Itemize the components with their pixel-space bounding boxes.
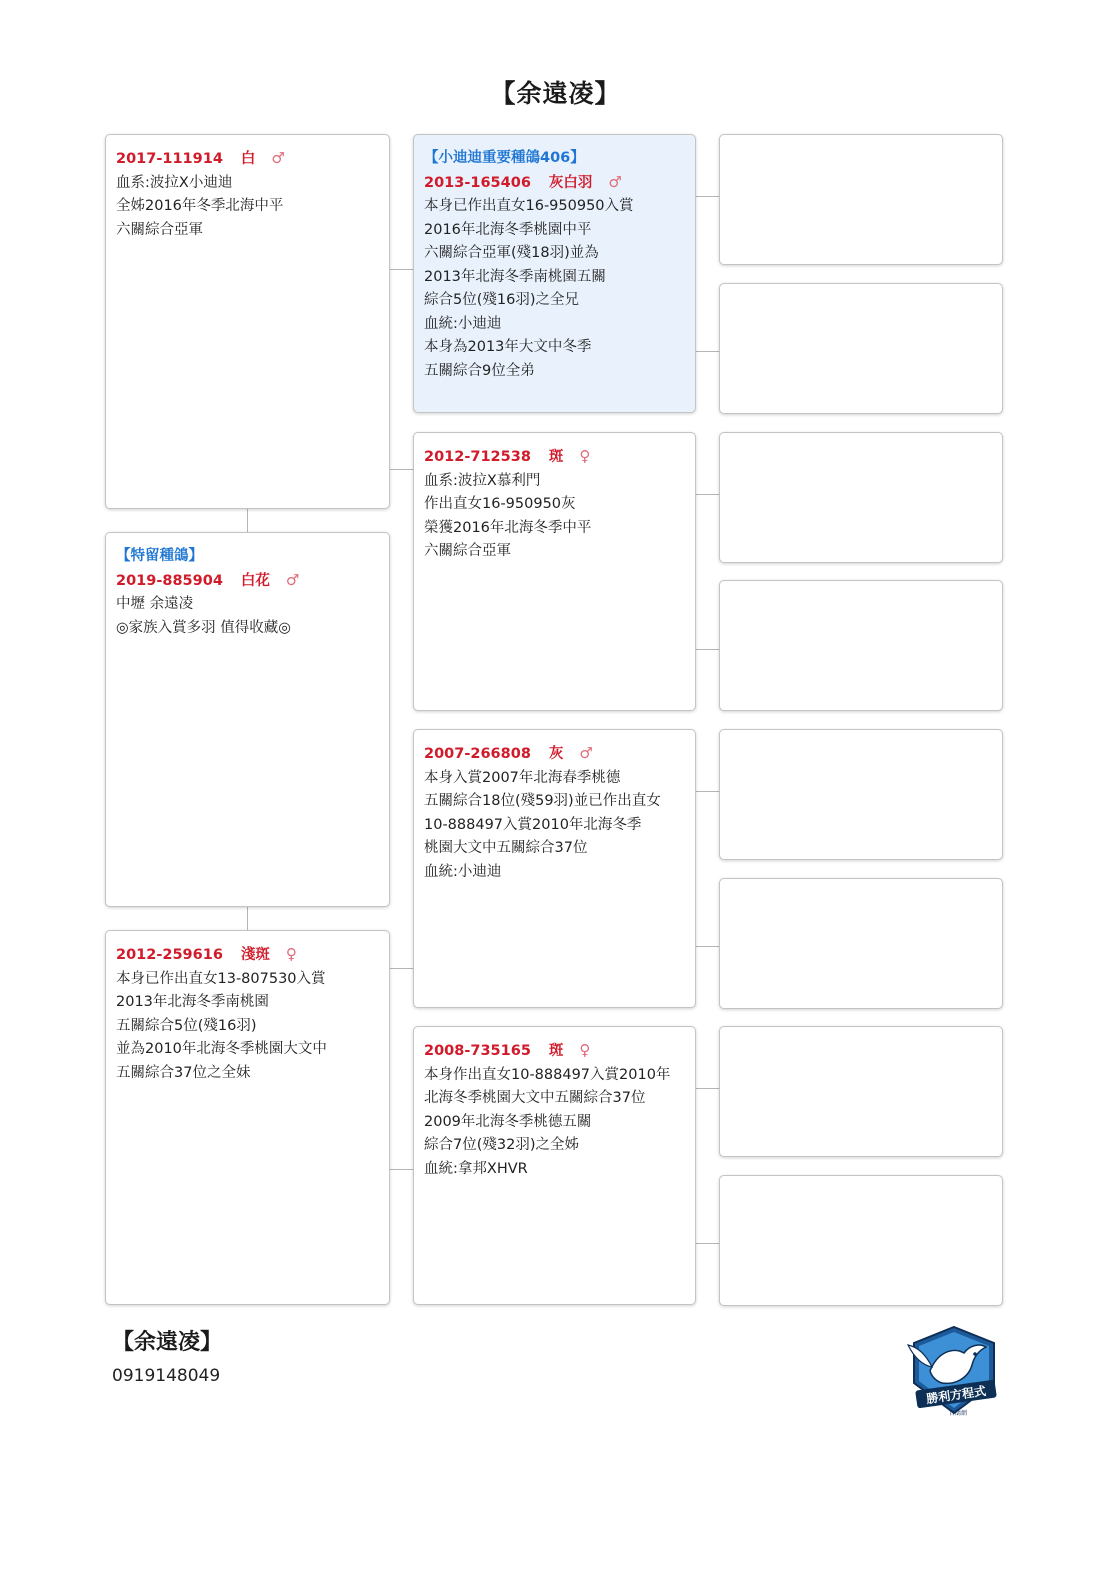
connector-line bbox=[696, 946, 719, 947]
sire-card bbox=[105, 134, 390, 509]
feather-color: 斑 bbox=[548, 449, 564, 465]
info-line: 榮獲2016年北海冬季中平 bbox=[424, 519, 592, 536]
male-icon: ♂ bbox=[608, 172, 622, 191]
connector-line bbox=[389, 469, 413, 470]
feather-color: 斑 bbox=[548, 1043, 564, 1059]
info-line: 2016年北海冬季桃園中平 bbox=[424, 221, 592, 238]
info-line: 2013年北海冬季南桃園五關 bbox=[424, 268, 606, 285]
ring-number: 2007-266808 bbox=[424, 746, 531, 762]
empty-ancestor-card bbox=[719, 1026, 1003, 1157]
dam-dam-heading bbox=[424, 1039, 685, 1064]
info-line: 六關綜合亞軍 bbox=[424, 543, 511, 559]
connector-line bbox=[696, 1088, 719, 1089]
ring-number: 2019-885904 bbox=[116, 572, 223, 589]
dam-card bbox=[105, 930, 390, 1305]
info-line: 10-888497入賞2010年北海冬季 bbox=[424, 816, 642, 833]
ring-number: 2013-165406 bbox=[424, 174, 531, 191]
info-line: 本身入賞2007年北海春季桃德 bbox=[424, 769, 621, 786]
page-title: 【余遠凌】 bbox=[490, 79, 621, 108]
ring-number: 2012-259616 bbox=[116, 947, 223, 963]
empty-ancestor-card bbox=[719, 134, 1003, 265]
female-icon: ♀ bbox=[285, 945, 297, 963]
info-line: 六關綜合亞軍(殘18羽)並為 bbox=[424, 245, 599, 261]
male-icon: ♂ bbox=[271, 149, 285, 167]
info-line: 作出直女16-950950灰 bbox=[424, 496, 576, 512]
empty-ancestor-card bbox=[719, 729, 1003, 860]
empty-ancestor-card bbox=[719, 1175, 1003, 1306]
info-line: 2013年北海冬季南桃園 bbox=[116, 994, 269, 1010]
connector-line bbox=[389, 968, 413, 969]
info-line: 五關綜合37位之全妹 bbox=[116, 1064, 251, 1081]
logo-subtext: 百鴿網 bbox=[948, 1410, 968, 1417]
empty-ancestor-card bbox=[719, 283, 1003, 414]
info-line: 北海冬季桃園大文中五關綜合37位 bbox=[424, 1090, 646, 1106]
connector-line bbox=[696, 494, 719, 495]
feather-color: 灰 bbox=[548, 746, 564, 762]
subject-heading bbox=[116, 569, 379, 594]
info-line: 五關綜合5位(殘16羽) bbox=[116, 1017, 257, 1034]
info-line: 五關綜合9位全弟 bbox=[424, 362, 535, 379]
subject-card bbox=[105, 532, 390, 907]
empty-ancestor-card bbox=[719, 432, 1003, 563]
info-line: 本身已作出直女16-950950入賞 bbox=[424, 198, 634, 214]
female-icon: ♀ bbox=[579, 1041, 591, 1059]
connector-line bbox=[247, 508, 248, 533]
empty-ancestor-card bbox=[719, 878, 1003, 1009]
info-line: 中壢 余遠凌 bbox=[116, 596, 194, 612]
pigeon-shield-logo bbox=[902, 1325, 1006, 1420]
info-line: 血統:拿邦XHVR bbox=[424, 1160, 528, 1177]
sire-sire-tag: 【小迪迪重要種鴿406】 bbox=[424, 150, 585, 166]
info-line: 本身已作出直女13-807530入賞 bbox=[116, 970, 326, 987]
feather-color: 白 bbox=[240, 151, 256, 167]
empty-ancestor-card bbox=[719, 580, 1003, 711]
connector-line bbox=[696, 1243, 719, 1244]
info-line: 血系:波拉X小迪迪 bbox=[116, 174, 233, 191]
ring-number: 2017-111914 bbox=[116, 151, 223, 167]
info-line: 五關綜合18位(殘59羽)並已作出直女 bbox=[424, 793, 661, 809]
owner-name: 【余遠凌】 bbox=[112, 1330, 223, 1355]
connector-line bbox=[696, 791, 719, 792]
ring-number: 2008-735165 bbox=[424, 1043, 531, 1059]
connector-line bbox=[247, 906, 248, 931]
info-line: 本身作出直女10-888497入賞2010年 bbox=[424, 1066, 671, 1083]
dam-dam-card bbox=[413, 1026, 696, 1305]
sire-sire-heading bbox=[424, 171, 685, 196]
connector-line bbox=[696, 196, 719, 197]
male-icon: ♂ bbox=[579, 744, 593, 762]
info-line: 綜合7位(殘32羽)之全姊 bbox=[424, 1137, 579, 1153]
info-line: 全姊2016年冬季北海中平 bbox=[116, 198, 284, 214]
info-line: 六關綜合亞軍 bbox=[116, 221, 203, 238]
female-icon: ♀ bbox=[579, 447, 591, 465]
subject-tag: 【特留種鴿】 bbox=[116, 548, 203, 564]
feather-color: 淺斑 bbox=[240, 947, 270, 963]
dam-sire-heading bbox=[424, 742, 685, 767]
info-line: 血統:小迪迪 bbox=[424, 863, 502, 880]
feather-color: 灰白羽 bbox=[548, 174, 593, 191]
connector-line bbox=[389, 1169, 413, 1170]
sire-sire-card bbox=[413, 134, 696, 413]
info-line: 血系:波拉X慕利門 bbox=[424, 472, 541, 489]
info-line: 並為2010年北海冬季桃園大文中 bbox=[116, 1041, 327, 1057]
connector-line bbox=[696, 351, 719, 352]
connector-line bbox=[696, 649, 719, 650]
feather-color: 白花 bbox=[240, 572, 270, 589]
info-line: 2009年北海冬季桃德五關 bbox=[424, 1113, 592, 1130]
info-line: 血統:小迪迪 bbox=[424, 315, 502, 332]
logo-text: 勝利方程式 bbox=[925, 1383, 987, 1407]
dam-heading bbox=[116, 943, 379, 968]
info-line: 本身為2013年大文中冬季 bbox=[424, 339, 592, 355]
dam-sire-card bbox=[413, 729, 696, 1008]
connector-line bbox=[389, 269, 413, 270]
info-line: 綜合5位(殘16羽)之全兄 bbox=[424, 292, 579, 308]
info-line: 桃園大文中五關綜合37位 bbox=[424, 840, 588, 856]
owner-phone: 0919148049 bbox=[112, 1366, 221, 1386]
info-line: ◎家族入賞多羽 值得收藏◎ bbox=[116, 619, 291, 636]
ring-number: 2012-712538 bbox=[424, 449, 531, 465]
sire-dam-heading bbox=[424, 445, 685, 470]
sire-dam-card bbox=[413, 432, 696, 711]
sire-heading bbox=[116, 147, 379, 172]
male-icon: ♂ bbox=[285, 570, 300, 589]
